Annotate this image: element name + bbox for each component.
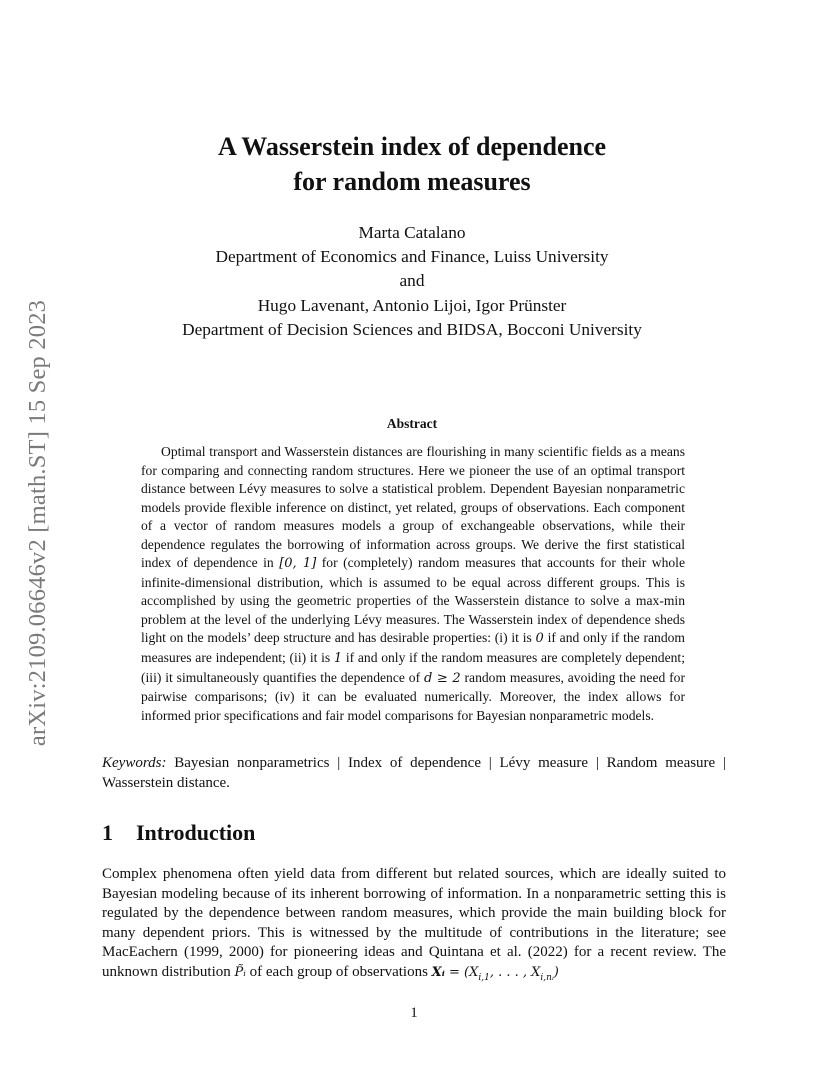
affiliation-1: Department of Economics and Finance, Luiss University	[215, 247, 609, 267]
keywords-label: Keywords:	[102, 755, 167, 771]
abstract-text-part-4: if and only if the random measures are completely dependent; (iii) it simultaneously quantifies the dependence of	[141, 650, 685, 685]
paper-title-line-2: for random measures	[293, 167, 531, 196]
math-one: 1	[333, 651, 343, 667]
abstract-text	[141, 443, 685, 725]
math-p-tilde-i: P̃ᵢ	[234, 964, 246, 980]
intro-text-part-2: of each group of observations	[245, 963, 432, 980]
abstract-text-part-1: Optimal transport and Wasserstein distances are flourishing in many scientific fields as a means for comparing and connecting random structures. Here we pioneer the use of an optimal transport distance between Lévy measures to solve a statistical problem. Dependent Bayesian nonparametric models provide flexible inference on distinct, yet related, groups of observations. Each component of a vector of random measures models a group of exchangeable observations, while their dependence regulates the borrowing of information across groups. We derive the first statistical index of dependence in	[141, 444, 685, 571]
keywords-list: Bayesian nonparametrics | Index of dependence | Lévy measure | Random measure | Wasserstein distance.	[102, 755, 726, 791]
arxiv-identifier	[16, 270, 60, 775]
author-conjunction: and	[399, 271, 425, 291]
math-close-paren: )	[553, 964, 559, 980]
math-d-inequality: d ≥ 2	[423, 670, 461, 686]
affiliation-2: Department of Decision Sciences and BIDSA, Bocconi University	[182, 319, 642, 339]
author-block	[100, 221, 724, 342]
page-number: 1	[410, 1005, 418, 1021]
section-heading-introduction	[102, 820, 255, 846]
math-subscript-2: i,nᵢ	[540, 972, 554, 983]
math-interval: [0, 1]	[279, 556, 317, 572]
abstract-text-part-5: random measures, avoiding the need for pairwise comparisons; (iv) it can be evaluated numerically. Moreover, the index allows for informed prior specifications and fair model comparisons for Bayesian nonparametric models.	[141, 669, 686, 723]
intro-text-part-1: Complex phenomena often yield data from different but related sources, which are ideally suited to Bayesian modeling because of its inherent borrowing of information. In a nonparametric setting this is regulated by the dependence between random measures, which provide the main building block for many dependent priors. This is witnessed by the multitude of contributions in the literature; see MacEachern (1999, 2000) for pioneering ideas and Quintana et al. (2022) for a recent review. The unknown distribution	[102, 866, 726, 980]
abstract-text-part-2: for (completely) random measures that accounts for their whole infinite-dimensional distribution, which is assumed to be equal across different groups. This is accomplished by using the geometric properties of the Wasserstein distance to solve a max-min problem at the level of the underlying Lévy measures. The Wasserstein index of dependence sheds light on the models’ deep structure and has desirable properties: (i) it is	[141, 555, 685, 646]
math-subscript-1: i,1	[478, 972, 490, 983]
paper-title	[100, 129, 724, 199]
section-title: Introduction	[136, 820, 256, 845]
author-name-1: Marta Catalano	[358, 223, 466, 242]
paper-title-line-1: A Wasserstein index of dependence	[217, 132, 607, 161]
author-names-2: Hugo Lavenant, Antonio Lijoi, Igor Prünster	[257, 295, 567, 315]
keywords	[102, 753, 726, 793]
introduction-paragraph	[102, 865, 726, 989]
abstract-heading: Abstract	[386, 416, 438, 431]
math-bold-x-i: Xᵢ	[431, 964, 445, 980]
arxiv-identifier-text: arXiv:2109.06646v2 [math.ST] 15 Sep 2023	[24, 299, 51, 746]
math-dots: , . . . , X	[489, 964, 541, 980]
math-equals-open: = (X	[444, 964, 479, 980]
math-zero: 0	[535, 631, 544, 647]
section-number: 1	[102, 820, 113, 845]
abstract-text-part-3: if and only if the random measures are independent; (ii) it is	[141, 630, 685, 666]
